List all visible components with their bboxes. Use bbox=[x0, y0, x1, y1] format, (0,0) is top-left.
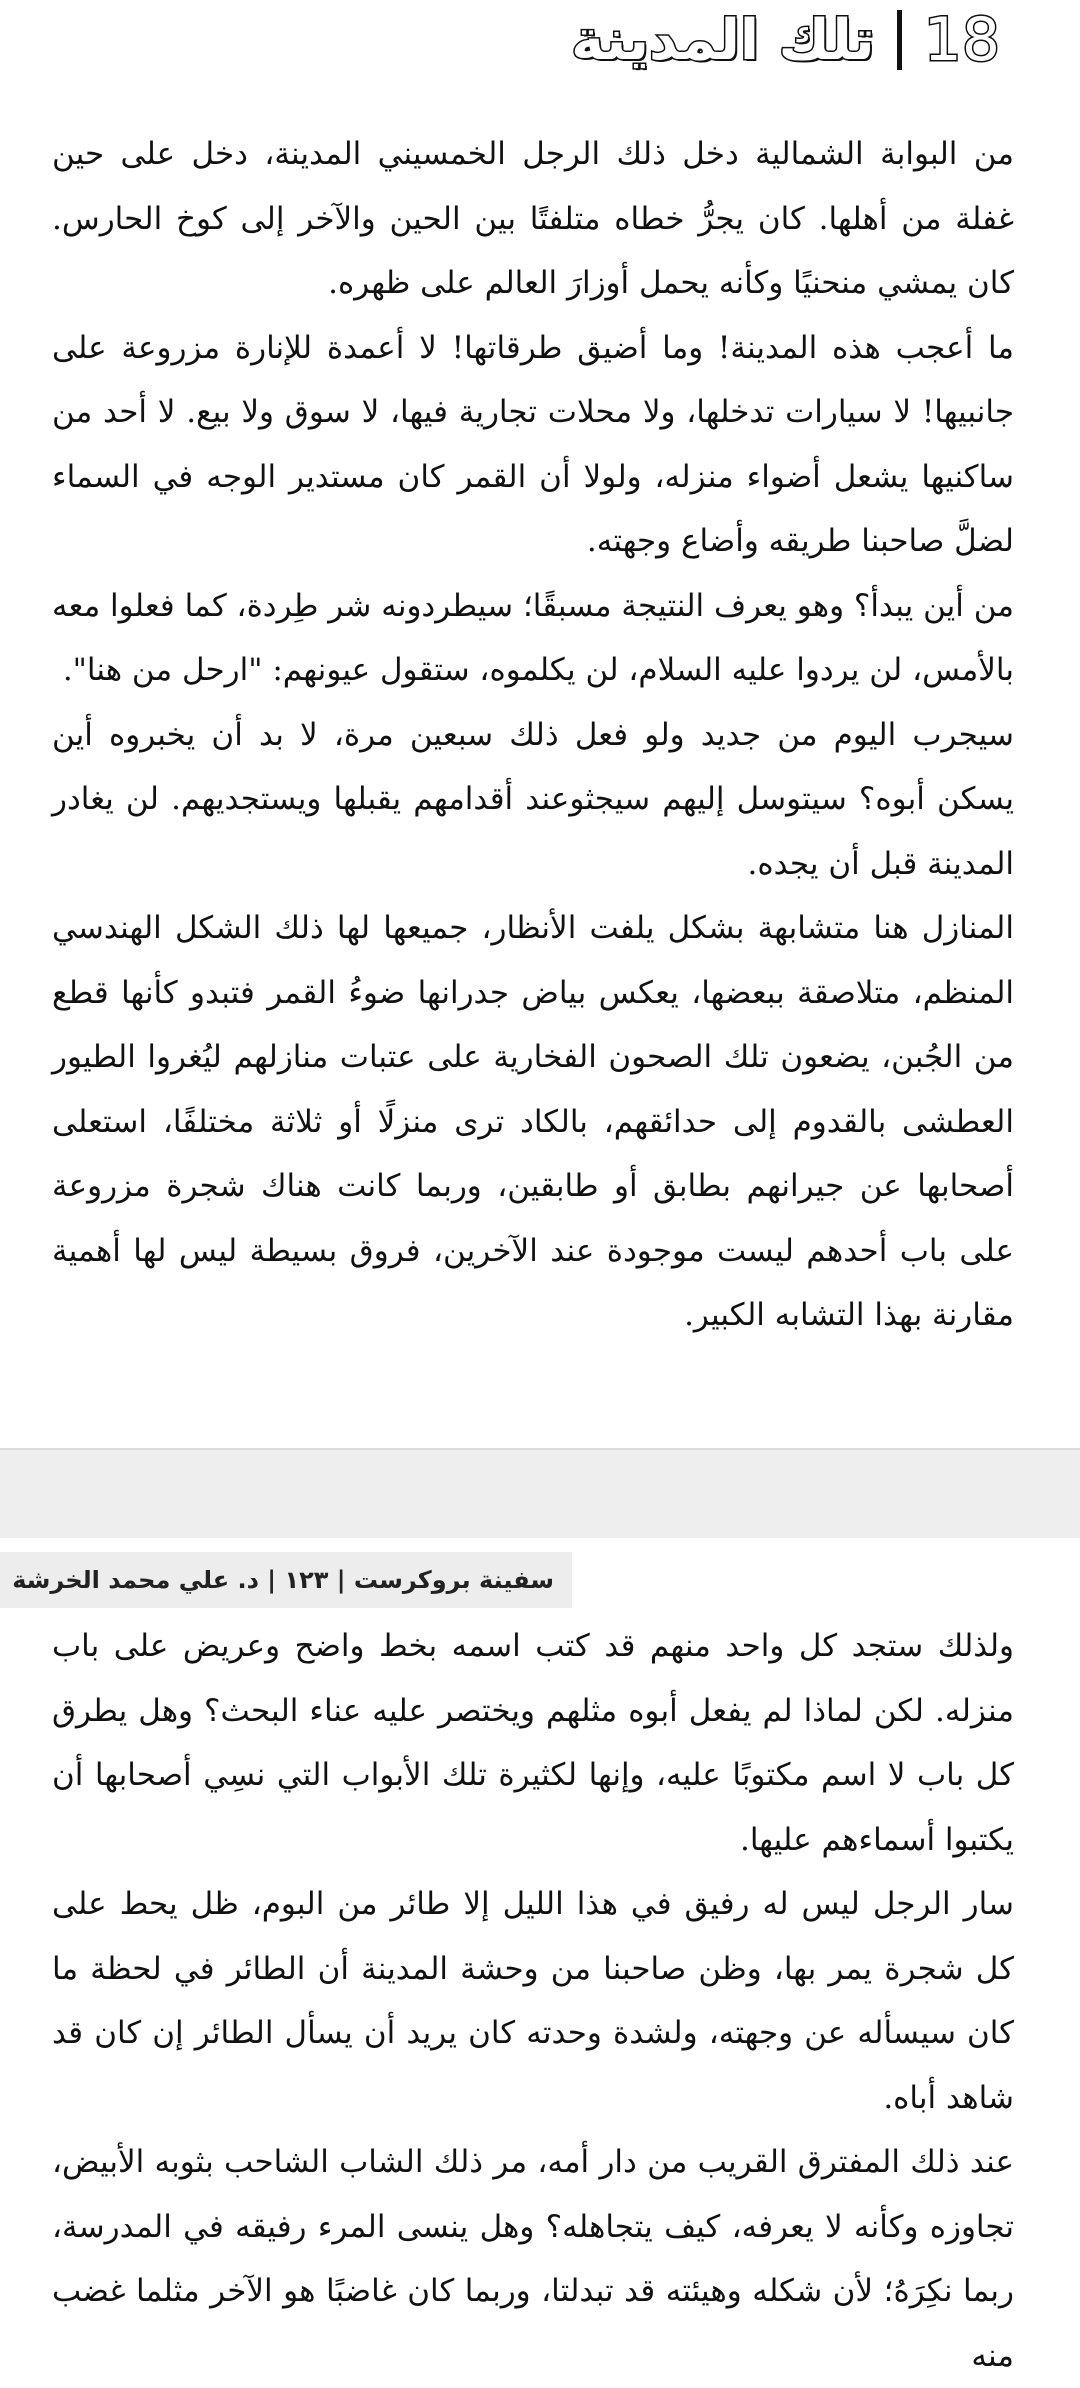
page-body-top bbox=[52, 122, 1014, 1348]
paragraph: ما أعجب هذه المدينة! وما أضيق طرقاتها! لا أعمدة للإنارة مزروعة على جانبيها! لا سيارات تدخلها، ولا محلات تجارية فيها، لا سوق ولا بيع. لا أحد من ساكنيها يشعل أضواء منزله، ولولا أن القمر كان مستدير الوجه في السماء لضلَّ صاحبنا طريقه وأضاع وجهته. bbox=[52, 329, 1014, 559]
header-separator bbox=[897, 10, 902, 70]
paragraph: من البوابة الشمالية دخل ذلك الرجل الخمسيني المدينة، دخل على حين غفلة من أهلها. كان يجرُّ خطاه متلفتًا بين الحين والآخر إلى كوخ الحارس. كان يمشي منحنيًا وكأنه يحمل أوزارَ العالم على ظهره. bbox=[52, 136, 1014, 301]
paragraph: من أين يبدأ؟ وهو يعرف النتيجة مسبقًا؛ سيطردونه شر طِردة، كما فعلوا معه بالأمس، لن يردوا عليه السلام، لن يكلموه، ستقول عيونهم: "ارحل من هنا". bbox=[52, 587, 1014, 688]
paragraph: سار الرجل ليس له رفيق في هذا الليل إلا طائر من البوم، ظل يحط على كل شجرة يمر بها، وظن صاحبنا من وحشة المدينة أن الطائر في لحظة ما كان سيسأله عن وجهته، ولشدة وحدته كان يريد أن يسأل الطائر إن كان قد شاهد أباه. bbox=[52, 1886, 1014, 2116]
running-header: سفينة بروكرست | ١٢٣ | د. علي محمد الخرشة bbox=[0, 1552, 572, 1608]
page-header bbox=[571, 0, 1000, 80]
page-divider bbox=[0, 1448, 1080, 1540]
paragraph: المنازل هنا متشابهة بشكل يلفت الأنظار، جميعها لها ذلك الشكل الهندسي المنظم، متلاصقة ببعضها، يعكس بياض جدرانها ضوءُ القمر فتبدو كأنها قطع من الجُبن، يضعون تلك الصحون الفخارية على عتبات منازلهم ليُغروا الطيور العطشى بالقدوم إلى حدائقهم، بالكاد ترى منزلًا أو ثلاثة مختلفًا، استعلى أصحابها عن جيرانهم بطابق أو طابقين، وربما كانت هناك شجرة مزروعة على باب أحدهم ليست موجودة عند الآخرين، فروق بسيطة ليس لها أهمية مقارنة بهذا التشابه الكبير. bbox=[52, 910, 1014, 1333]
paragraph: عند ذلك المفترق القريب من دار أمه، مر ذلك الشاب الشاحب بثوبه الأبيض، تجاوزه وكأنه لا يعرفه، كيف يتجاهله؟ وهل ينسى المرء رفيقه في المدرسة، ربما نكِرَهُ؛ لأن شكله وهيئته قد تبدلتا، وربما كان غاضبًا هو الآخر مثلما غضب منه bbox=[52, 2144, 1014, 2374]
paragraph: سيجرب اليوم من جديد ولو فعل ذلك سبعين مرة، لا بد أن يخبروه أين يسكن أبوه؟ سيتوسل إليهم سيجثوعند أقدامهم يقبلها ويستجديهم. لن يغادر المدينة قبل أن يجده. bbox=[52, 716, 1014, 882]
page-number: 18 bbox=[923, 5, 1000, 75]
page-body-bottom bbox=[52, 1614, 1014, 2388]
paragraph: ولذلك ستجد كل واحد منهم قد كتب اسمه بخط واضح وعريض على باب منزله. لكن لماذا لم يفعل أبوه مثلهم ويختصر عليه عناء البحث؟ وهل يطرق كل باب لا اسم مكتوبًا عليه، وإنها لكثيرة تلك الأبواب التي نسِي أصحابها أن يكتبوا أسماءهم عليها. bbox=[52, 1628, 1014, 1858]
chapter-title: تلك المدينة bbox=[571, 7, 875, 73]
